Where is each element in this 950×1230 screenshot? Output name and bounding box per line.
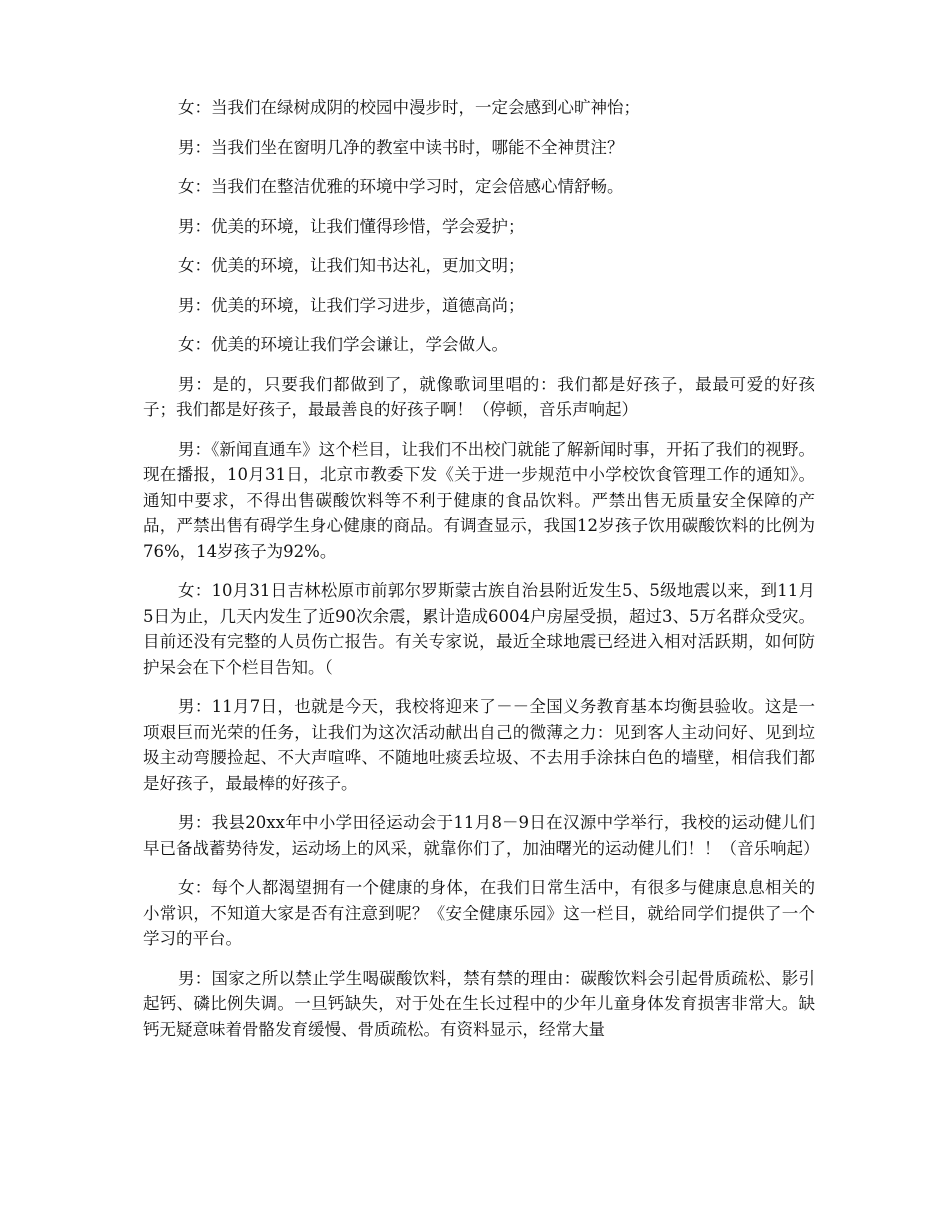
paragraph-14: 男：国家之所以禁止学生喝碳酸饮料，禁有禁的理由：碳酸饮料会引起骨质疏松、影引起钙、磷比例失调。一旦钙缺失，对于处在生长过程中的少年儿童身体发育损害非常大。缺钙无疑意味着骨骼发育缓慢、骨质疏松。有资料显示，经常大量 bbox=[143, 968, 815, 1039]
paragraph-7: 女：优美的环境让我们学会谦让，学会做人。 bbox=[178, 335, 508, 354]
paragraph-12: 男：我县20xx年中小学田径运动会于11月8－9日在汉源中学举行，我校的运动健儿们早已备战蓄势待发，运动场上的风采，就靠你们了，加油曙光的运动健儿们！！（音乐响起） bbox=[143, 813, 820, 858]
paragraph-6: 男：优美的环境，让我们学习进步，道德高尚； bbox=[178, 295, 525, 315]
paragraph-3: 女：当我们在整洁优雅的环境中学习时，定会倍感心情舒畅。 bbox=[178, 177, 624, 196]
paragraph-5: 女：优美的环境，让我们知书达礼，更加文明； bbox=[178, 256, 525, 275]
paragraph-2: 男：当我们坐在窗明几净的教室中读书时，哪能不全神贯注？ bbox=[178, 137, 624, 157]
paragraph-13: 女：每个人都渴望拥有一个健康的身体，在我们日常生活中，有很多与健康息息相关的小常识，不知道大家是否有注意到呢？《安全健康乐园》这一栏目，就给同学们提供了一个学习的平台。 bbox=[143, 878, 815, 948]
paragraph-1: 女：当我们在绿树成阴的校园中漫步时，一定会感到心旷神怡； bbox=[178, 98, 640, 117]
document-body bbox=[143, 95, 820, 1056]
paragraph-11: 男：11月7日，也就是今天，我校将迎来了－－全国义务教育基本均衡县验收。这是一项艰巨而光荣的任务，让我们为这次活动献出自己的微薄之力：见到客人主动问好、见到垃圾主动弯腰捡起、不大声喧哗、不随地吐痰丢垃圾、不去用手涂抹白色的墙壁，相信我们都是好孩子，最最棒的好孩子。 bbox=[143, 697, 815, 793]
paragraph-4: 男：优美的环境，让我们懂得珍惜，学会爱护； bbox=[178, 216, 525, 236]
paragraph-10: 女：10月31日吉林松原市前郭尔罗斯蒙古族自治县附近发生5、5级地震以来，到11月5日为止，几天内发生了近90次余震，累计造成6004户房屋受损，超过3、5万名群众受灾。目前还没有完整的人员伤亡报告。有关专家说，最近全球地震已经进入相对活跃期，如何防护呆会在下个栏目告知。（ bbox=[143, 581, 815, 677]
paragraph-9: 男：《新闻直通车》这个栏目，让我们不出校门就能了解新闻时事，开拓了我们的视野。现在播报，10月31日，北京市教委下发《关于进一步规范中小学校饮食管理工作的通知》。通知中要求，不得出售碳酸饮料等不利于健康的食品饮料。严禁出售无质量安全保障的产品，严禁出售有碍学生身心健康的商品。有调查显示，我国12岁孩子饮用碳酸饮料的比例为76%，14岁孩子为92%。 bbox=[143, 439, 815, 561]
paragraph-8: 男：是的，只要我们都做到了，就像歌词里唱的：我们都是好孩子，最最可爱的好孩子；我们都是好孩子，最最善良的好孩子啊！（停顿，音乐声响起） bbox=[143, 374, 815, 419]
